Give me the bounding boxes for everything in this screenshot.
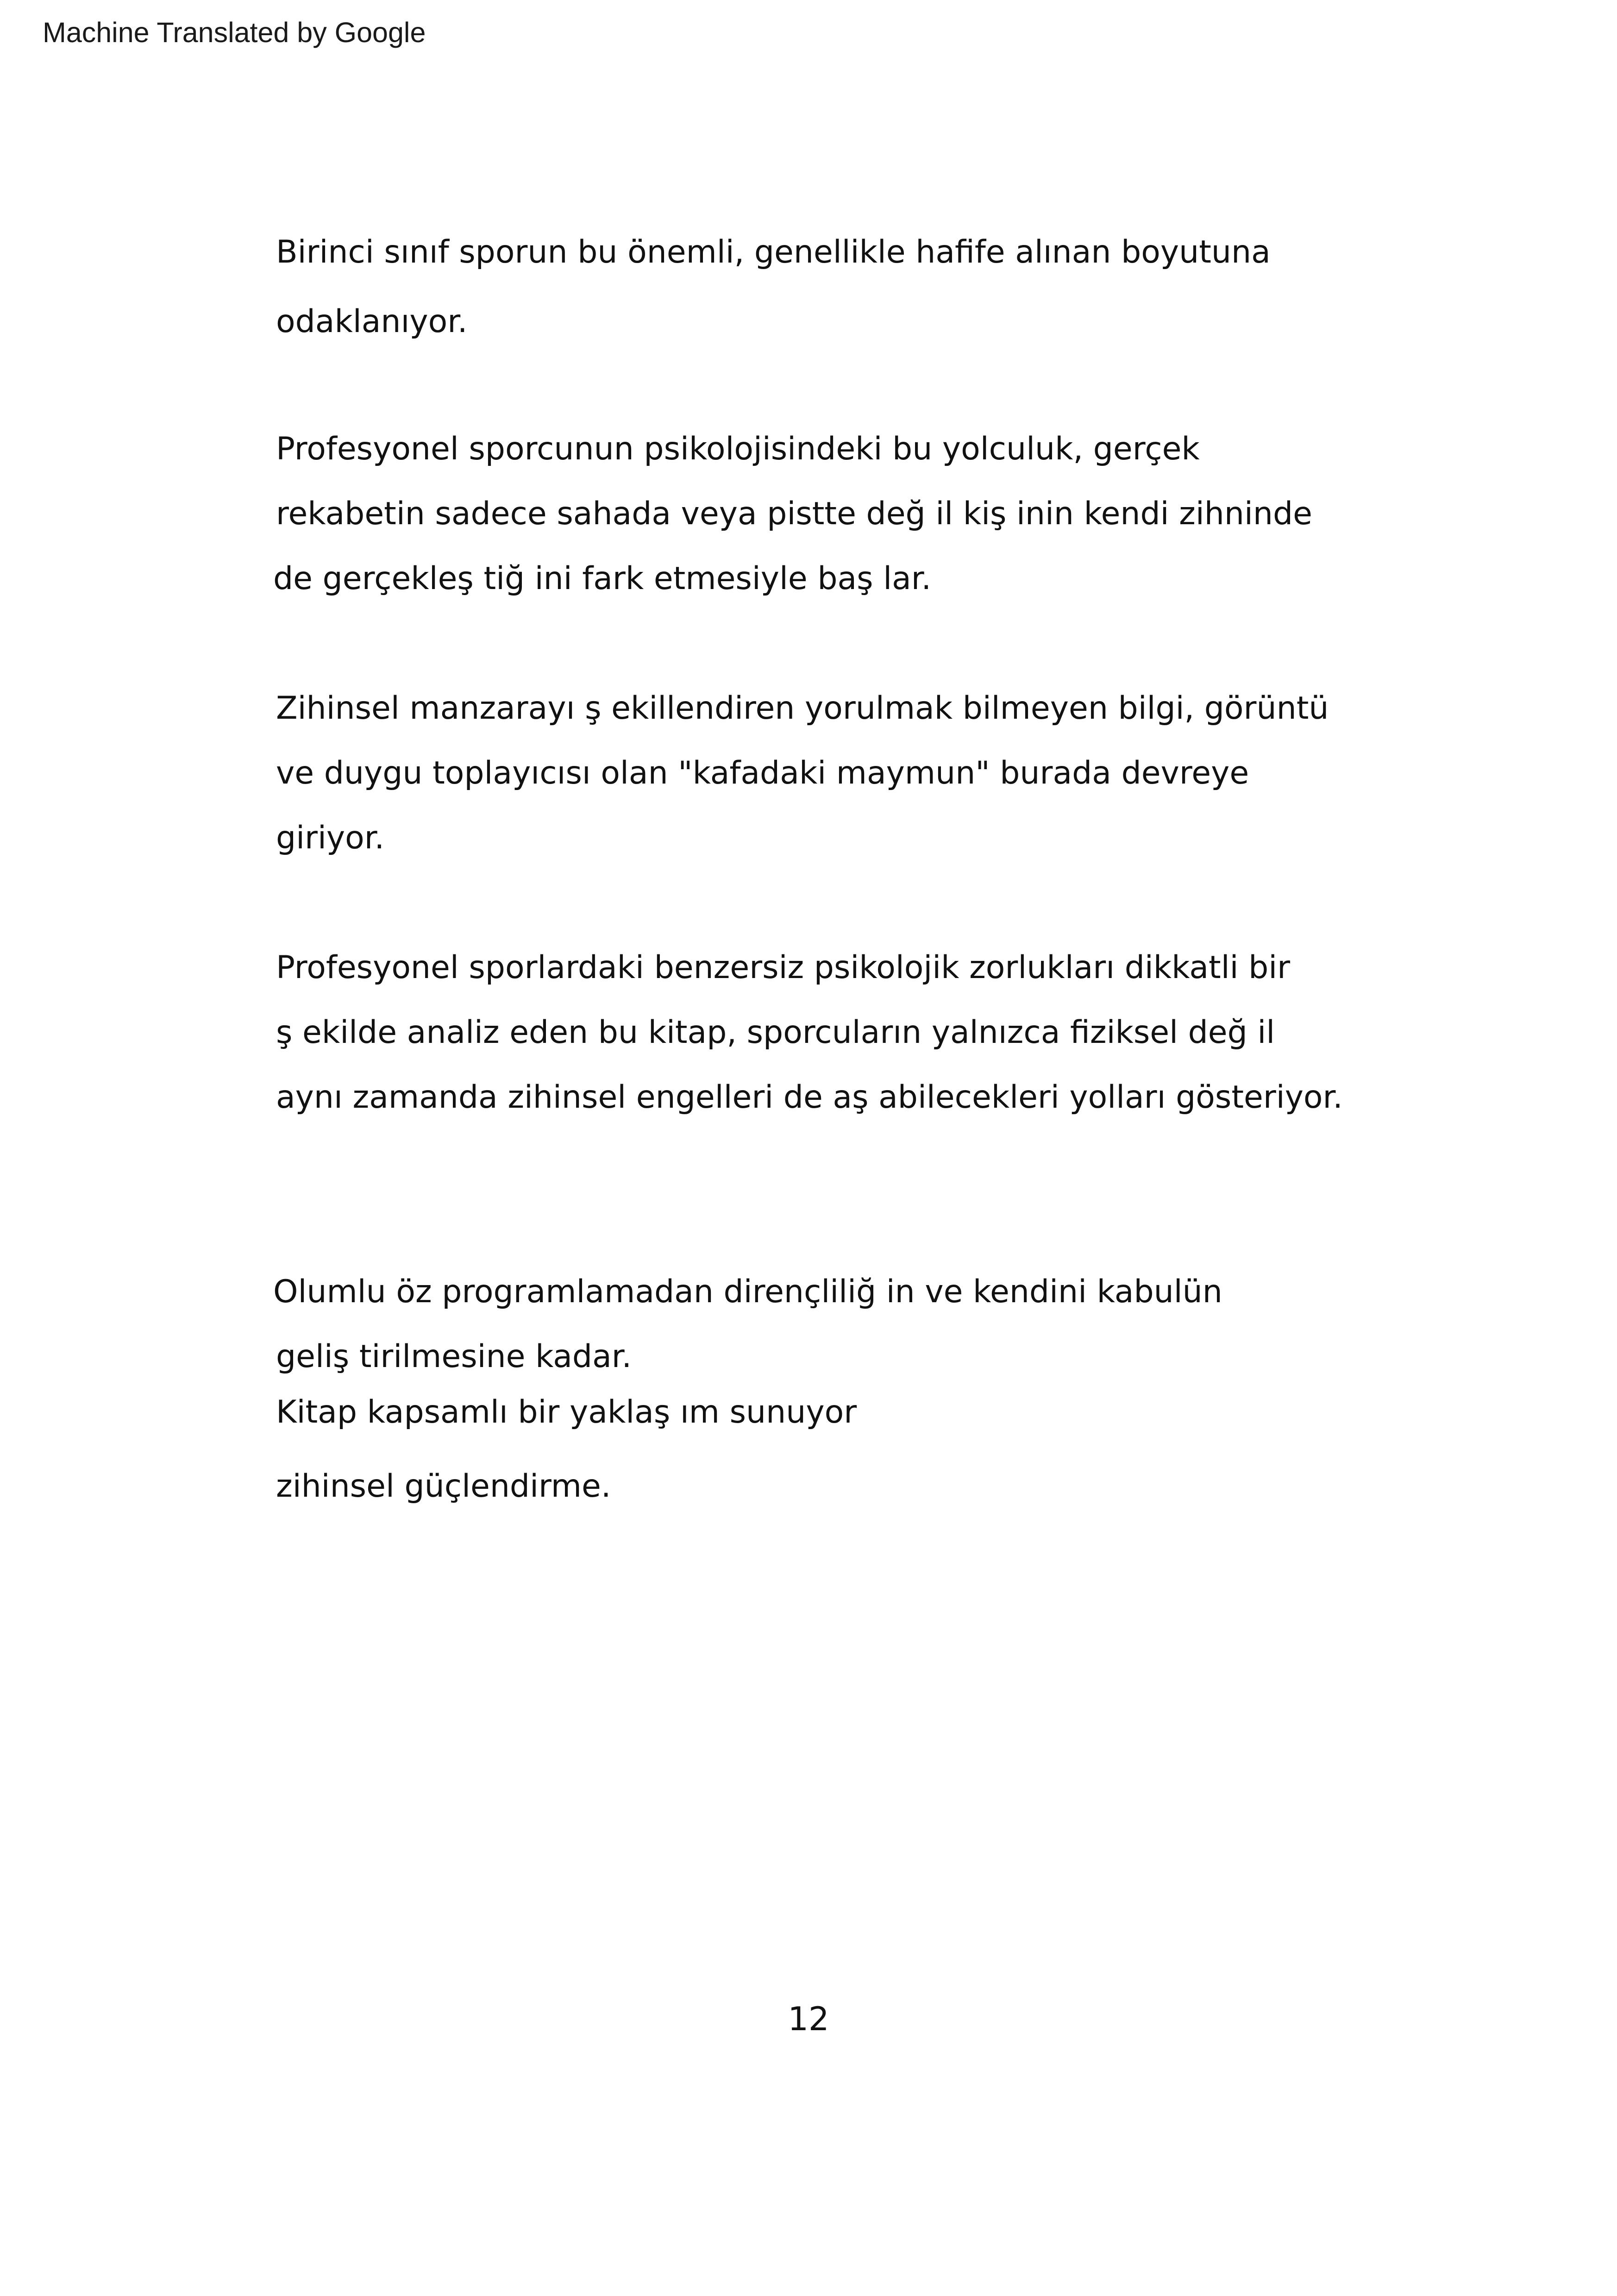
- page-number: 12: [788, 2000, 829, 2038]
- paragraph-3-line-1: Zihinsel manzarayı ş ekillendiren yorulmak bilmeyen bilgi, görüntü: [276, 690, 1329, 727]
- machine-translation-note: Machine Translated by Google: [43, 17, 426, 48]
- paragraph-5-line-3: Kitap kapsamlı bir yaklaş ım sunuyor: [276, 1394, 857, 1430]
- paragraph-2-line-2: rekabetin sadece sahada veya pistte değ il kiş inin kendi zihninde: [276, 496, 1312, 532]
- paragraph-5-line-4: zihinsel güçlendirme.: [276, 1468, 611, 1505]
- paragraph-3-line-3: giriyor.: [276, 820, 385, 856]
- paragraph-4-line-1: Profesyonel sporlardaki benzersiz psikolojik zorlukları dikkatli bir: [276, 949, 1291, 986]
- paragraph-2-line-1: Profesyonel sporcunun psikolojisindeki bu yolculuk, gerçek: [276, 431, 1200, 467]
- paragraph-5-line-1: Olumlu öz programlamadan dirençliliğ in ve kendini kabulün: [273, 1273, 1222, 1310]
- paragraph-4-line-2: ş ekilde analiz eden bu kitap, sporcuların yalnızca fiziksel değ il: [276, 1014, 1275, 1051]
- paragraph-4-line-3: aynı zamanda zihinsel engelleri de aş abilecekleri yolları gösteriyor.: [276, 1079, 1343, 1116]
- paragraph-3-line-2: ve duygu toplayıcısı olan "kafadaki maymun" burada devreye: [276, 755, 1249, 791]
- paragraph-2-line-3: de gerçekleş tiğ ini fark etmesiyle baş lar.: [273, 560, 932, 597]
- paragraph-5-line-2: geliş tirilmesine kadar.: [276, 1338, 632, 1375]
- paragraph-1-line-2: odaklanıyor.: [276, 303, 468, 340]
- paragraph-1-line-1: Birinci sınıf sporun bu önemli, genellikle hafife alınan boyutuna: [276, 234, 1271, 270]
